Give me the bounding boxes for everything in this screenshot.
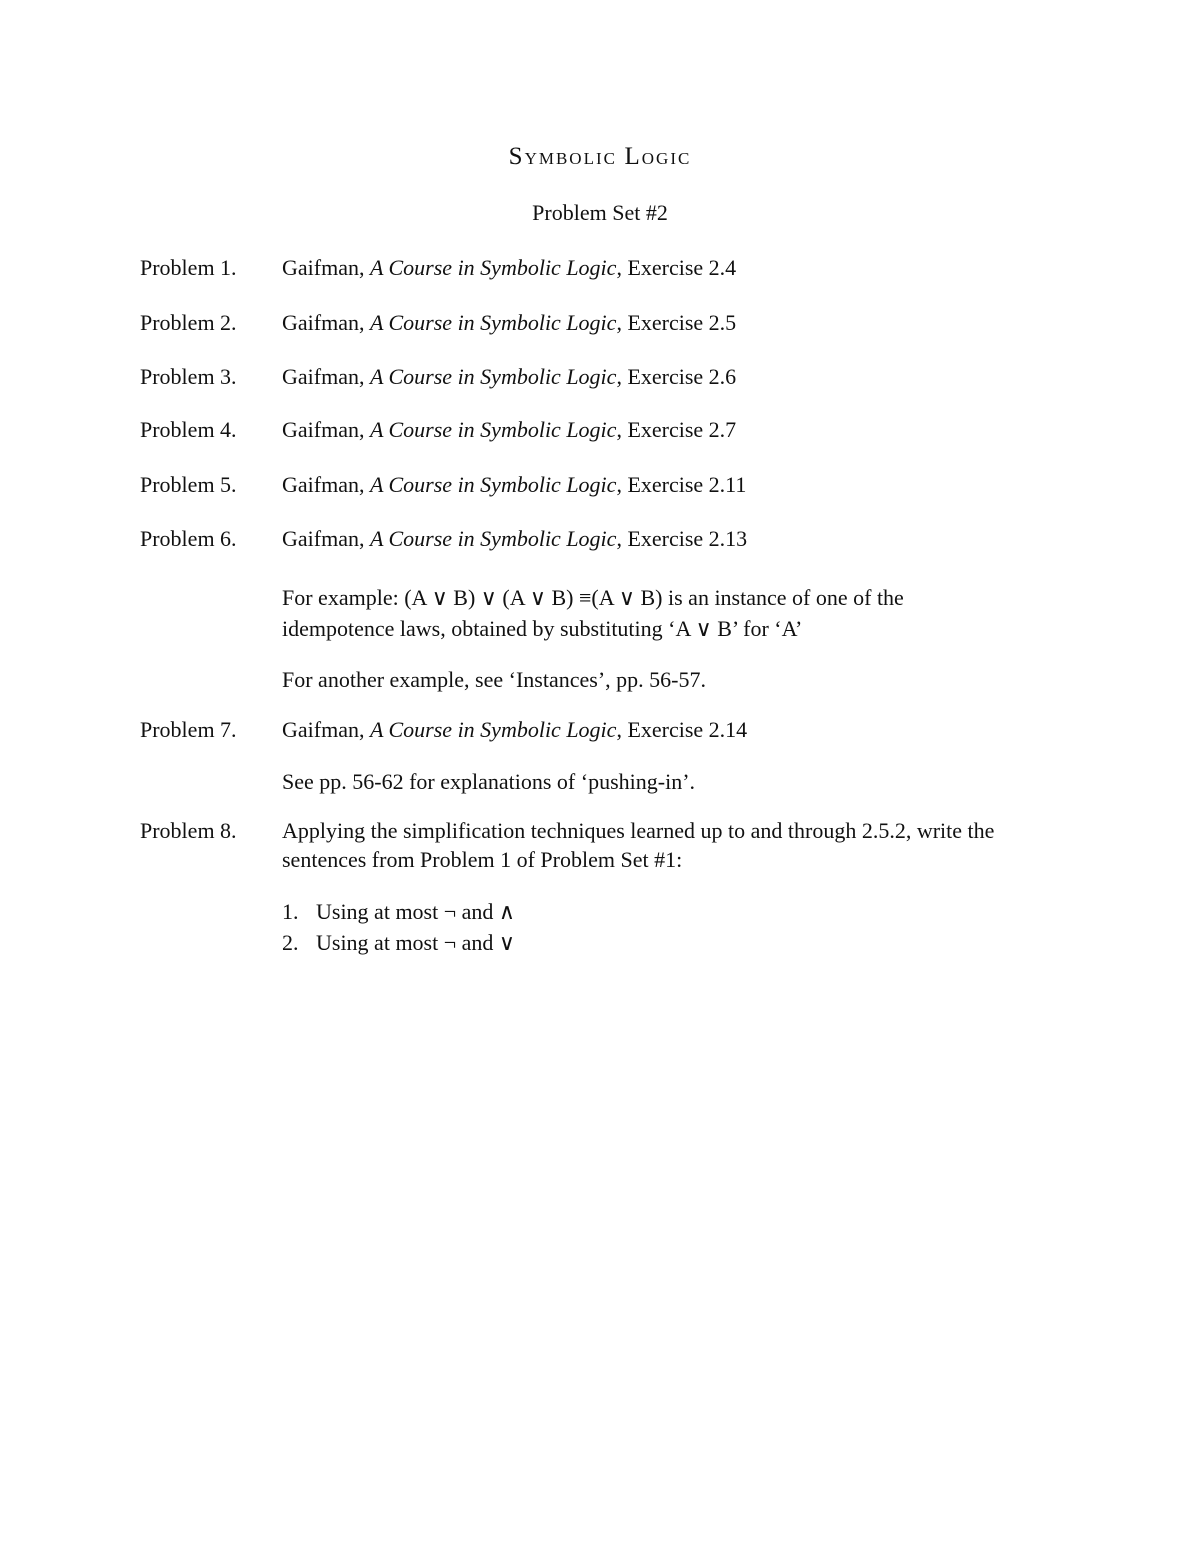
author: Gaifman, [282, 255, 370, 280]
title-rest-1: YMBOLIC [524, 149, 617, 168]
problem-label: Problem 5. [140, 472, 237, 497]
list-text: Using at most ¬ and ∧ [316, 899, 515, 924]
exercise-ref: , Exercise 2.4 [616, 255, 737, 280]
author: Gaifman, [282, 310, 370, 335]
problem-text [282, 715, 747, 745]
book-title: A Course in Symbolic Logic [369, 472, 617, 497]
problem-6-example-line-1: For example: (A ∨ B) ∨ (A ∨ B) ≡(A ∨ B) is an instance of one of the [282, 585, 904, 610]
author: Gaifman, [282, 364, 370, 389]
list-number: 1. [282, 899, 299, 924]
problem-text-line-1: Applying the simplification techniques learned up to and through 2.5.2, write the [282, 818, 995, 843]
problem-label: Problem 6. [140, 526, 237, 551]
list-text: Using at most ¬ and ∨ [316, 930, 515, 955]
problem-label: Problem 7. [140, 717, 237, 742]
title-rest-2: OGIC [641, 149, 692, 168]
book-title: A Course in Symbolic Logic [369, 417, 617, 442]
problem-6-example-line-2: idempotence laws, obtained by substituting ‘A ∨ B’ for ‘A’ [282, 616, 803, 641]
title-initial-1: S [508, 143, 525, 170]
author: Gaifman, [282, 472, 370, 497]
list-item [282, 897, 515, 927]
exercise-ref: , Exercise 2.6 [616, 364, 737, 389]
book-title: A Course in Symbolic Logic [369, 717, 617, 742]
book-title: A Course in Symbolic Logic [369, 526, 617, 551]
problem-6-another-example: For another example, see ‘Instances’, pp. 56-57. [282, 667, 706, 692]
problem-label: Problem 1. [140, 255, 237, 280]
document-subtitle: Problem Set #2 [532, 200, 668, 225]
problem-text [282, 253, 736, 283]
exercise-ref: , Exercise 2.7 [616, 417, 737, 442]
book-title: A Course in Symbolic Logic [369, 310, 617, 335]
list-item [282, 928, 515, 958]
exercise-ref: , Exercise 2.14 [616, 717, 748, 742]
exercise-ref: , Exercise 2.13 [616, 526, 748, 551]
problem-text [282, 524, 747, 554]
author: Gaifman, [282, 526, 370, 551]
book-title: A Course in Symbolic Logic [369, 364, 617, 389]
problem-label: Problem 8. [140, 818, 237, 843]
author: Gaifman, [282, 717, 370, 742]
problem-label: Problem 4. [140, 417, 237, 442]
problem-text [282, 470, 746, 500]
problem-text [282, 308, 736, 338]
list-number: 2. [282, 930, 299, 955]
exercise-ref: , Exercise 2.11 [616, 472, 747, 497]
problem-label: Problem 2. [140, 310, 237, 335]
book-title: A Course in Symbolic Logic [369, 255, 617, 280]
exercise-ref: , Exercise 2.5 [616, 310, 737, 335]
title-initial-2: L [624, 143, 642, 170]
problem-label: Problem 3. [140, 364, 237, 389]
document-title [0, 143, 1200, 171]
author: Gaifman, [282, 417, 370, 442]
problem-8-text-line-2: sentences from Problem 1 of Problem Set #1: [282, 847, 683, 872]
problem-text [282, 362, 736, 392]
problem-7-note: See pp. 56-62 for explanations of ‘pushing-in’. [282, 769, 696, 794]
problem-text [282, 415, 736, 445]
